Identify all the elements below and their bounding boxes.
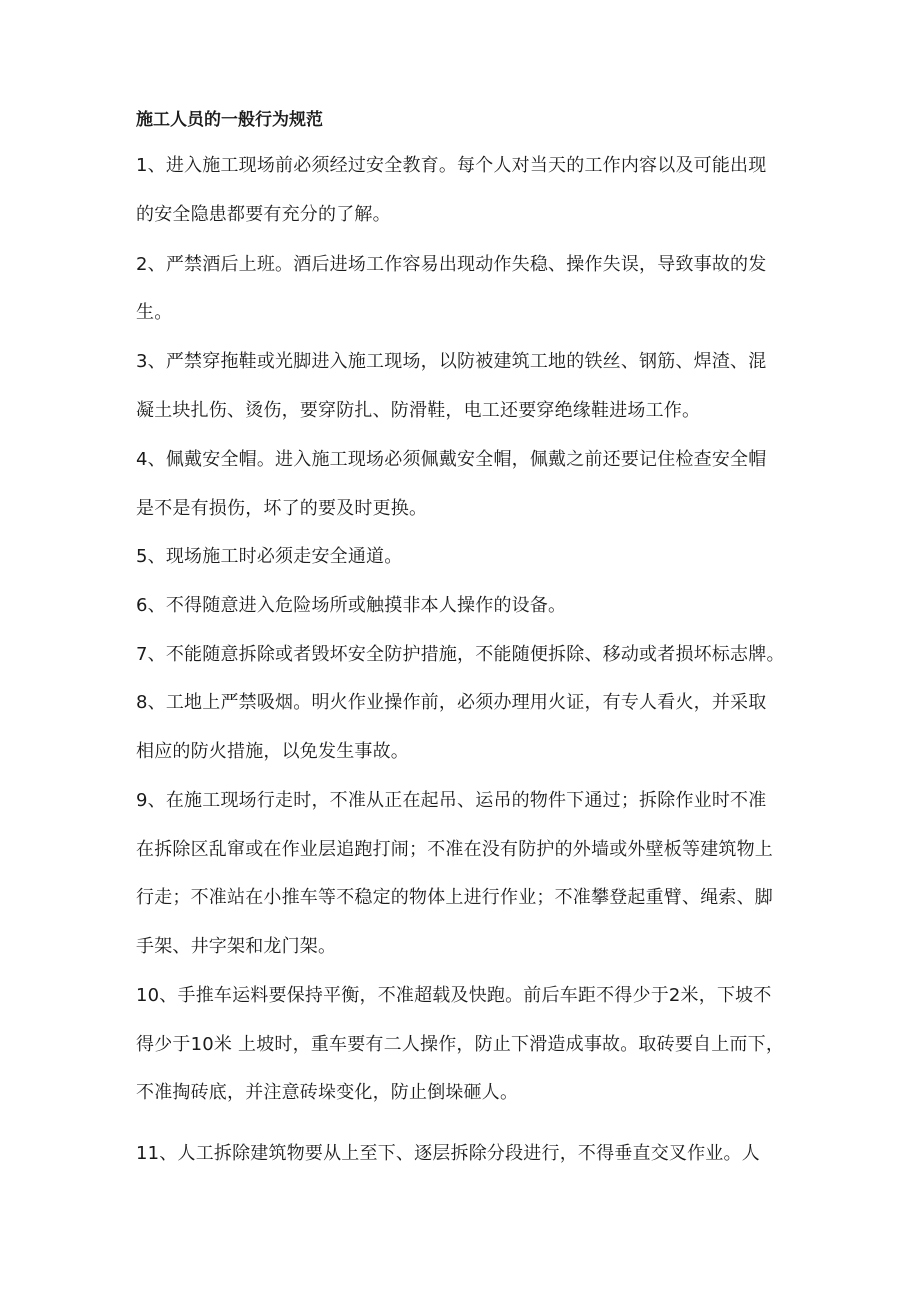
paragraph-9-line-4: 手架、井字架和龙门架。 <box>136 936 337 957</box>
paragraph-2-line-1: 2、严禁酒后上班。酒后进场工作容易出现动作失稳、操作失误，导致事故的发 <box>136 254 767 275</box>
paragraph-7-line-1: 7、不能随意拆除或者毁坏安全防护措施，不能随便拆除、移动或者损坏标志牌。 <box>136 644 785 665</box>
document-title: 施工人员的一般行为规范 <box>136 110 323 130</box>
paragraph-11-line-1: 11、人工拆除建筑物要从上至下、逐层拆除分段进行，不得垂直交叉作业。人 <box>136 1143 760 1164</box>
paragraph-9-line-3: 行走；不准站在小推车等不稳定的物体上进行作业；不准攀登起重臂、绳索、脚 <box>136 887 773 908</box>
paragraph-8-line-1: 8、工地上严禁吸烟。明火作业操作前，必须办理用火证，有专人看火，并采取 <box>136 692 767 713</box>
paragraph-8-line-2: 相应的防火措施，以免发生事故。 <box>136 741 409 762</box>
paragraph-6-line-1: 6、不得随意进入危险场所或触摸非本人操作的设备。 <box>136 595 567 616</box>
paragraph-1-line-1: 1、进入施工现场前必须经过安全教育。每个人对当天的工作内容以及可能出现 <box>136 155 767 176</box>
paragraph-4-line-1: 4、佩戴安全帽。进入施工现场必须佩戴安全帽，佩戴之前还要记住检查安全帽 <box>136 449 767 470</box>
paragraph-10-line-3: 不准掏砖底，并注意砖垛变化，防止倒垛砸人。 <box>136 1082 519 1103</box>
paragraph-5-line-1: 5、现场施工时必须走安全通道。 <box>136 546 403 567</box>
paragraph-1-line-2: 的安全隐患都要有充分的了解。 <box>136 204 391 225</box>
paragraph-10-line-2: 得少于10米 上坡时，重车要有二人操作，防止下滑造成事故。取砖要自上而下， <box>136 1034 785 1055</box>
paragraph-2-line-2: 生。 <box>136 302 173 323</box>
paragraph-4-line-2: 是不是有损伤，坏了的要及时更换。 <box>136 498 428 519</box>
paragraph-9-line-2: 在拆除区乱窜或在作业层追跑打闹；不准在没有防护的外墙或外壁板等建筑物上 <box>136 839 773 860</box>
paragraph-10-line-1: 10、手推车运料要保持平衡，不准超载及快跑。前后车距不得少于2米，下坡不 <box>136 985 772 1006</box>
paragraph-3-line-1: 3、严禁穿拖鞋或光脚进入施工现场，以防被建筑工地的铁丝、钢筋、焊渣、混 <box>136 351 767 372</box>
paragraph-9-line-1: 9、在施工现场行走时，不准从正在起吊、运吊的物件下通过；拆除作业时不准 <box>136 790 767 811</box>
paragraph-3-line-2: 凝土块扎伤、烫伤，要穿防扎、防滑鞋，电工还要穿绝缘鞋进场工作。 <box>136 400 701 421</box>
